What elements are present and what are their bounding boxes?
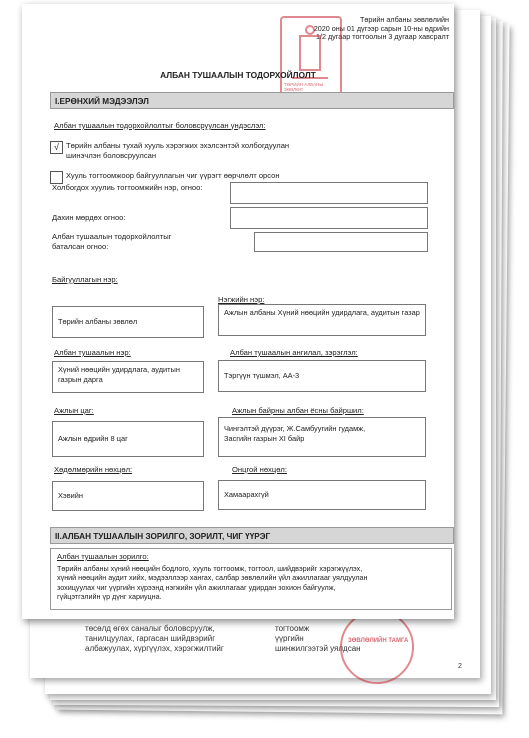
- back-page-col1: [85, 624, 224, 654]
- back-line: төсөлд өгөх саналыг боловсруулж,: [85, 624, 215, 633]
- back-line: үүргийн: [275, 634, 304, 643]
- front-page: [22, 4, 454, 619]
- header-line: 2020 оны 01 дүгээр сарын 10-ны өдрийн: [313, 23, 449, 33]
- back-line: албажуулах, хүргүүлэх, хэрэгжилтийг: [85, 644, 224, 653]
- position-value: Хүний нөөцийн удирдлага, аудитын газрын дарга: [58, 365, 180, 384]
- law-label: Холбогдох хуулиь тогтоомжийн нэр, огноо:: [52, 183, 203, 192]
- approved-label-line: баталсан огноо:: [52, 241, 109, 251]
- option1-line: Төрийн албаны тухай хууль хэрэгжих эхэлсэнтэй холбогдуулан: [66, 141, 290, 150]
- purpose-line: Төрийн албаны хүний нөөцийн бодлого, хууль тогтоомж, тогтоол, шийдвэрийг хэрэгжүүлэх,: [57, 564, 363, 573]
- section-header-general: I.ЕРӨНХИЙ МЭДЭЭЛЭЛ: [50, 92, 454, 109]
- conditions-label: Хөдөлмөрийн нөхцөл:: [54, 465, 133, 474]
- special-value: Хамаарахгүй: [224, 490, 269, 499]
- law-input[interactable]: [230, 182, 428, 204]
- purpose-line: гүйцэтгэлийн үр дүнг хариуцна.: [57, 591, 162, 601]
- special-label: Онцгой нөхцөл:: [232, 465, 287, 474]
- category-label: Албан тушаалын ангилал, зэрэглэл:: [230, 348, 358, 357]
- checkbox-option1[interactable]: √: [50, 141, 63, 154]
- purpose-line: зохицуулах чиг үүргийн хүрээнд нэгжийн үйл ажиллагааг удирдан зохион байгуулж,: [57, 582, 336, 592]
- hours-value: Ажлын өдрийн 8 цаг: [58, 434, 128, 443]
- org-label: Байгууллагын нэр:: [52, 275, 118, 284]
- category-value: Тэргүүн түшмэл, АА-3: [224, 371, 300, 380]
- document-title: АЛБАН ТУШААЛЫН ТОДОРХОЙЛОЛТ: [160, 70, 316, 80]
- basis-label: Албан тушаалын тодорхойлолтыг боловсруулсан үндэслэл:: [54, 121, 266, 130]
- location-line: Засгийн газрын XI байр: [224, 433, 305, 443]
- unit-label: Нэгжийн нэр:: [218, 295, 265, 304]
- option1-text: [66, 141, 289, 160]
- unit-value: Ажлын албаны Хүний нөөцийн удирдлага, аудитын газар: [224, 308, 420, 317]
- approved-label-line: Албан тушаалын тодорхойлолтыг: [52, 232, 172, 241]
- approved-date-input[interactable]: [254, 232, 428, 252]
- unit-value-box: [218, 304, 426, 336]
- round-seal-stamp: [340, 610, 414, 684]
- purpose-line: хүний нөөцийн аудит хийх, мэдээллээр хангах, салбар зөвлөлийн үйл ажиллагааг уялдуулан: [57, 573, 368, 583]
- purpose-text: [57, 564, 368, 601]
- stamp-text: ТӨРИЙН АЛБАНЫ ЗӨВЛӨЛ: [284, 82, 324, 92]
- hours-value-box: [52, 421, 204, 457]
- review-date-input[interactable]: [230, 207, 428, 229]
- back-line: тогтоомж: [275, 624, 310, 633]
- hours-label: Ажлын цаг:: [54, 406, 94, 415]
- purpose-label: Албан тушаалын зорилго:: [57, 552, 149, 561]
- conditions-value: Хэвийн: [58, 491, 83, 500]
- back-line: шинжилгээтэй уялдсан: [275, 644, 361, 653]
- location-value: [219, 418, 425, 446]
- official-stamp: [280, 16, 342, 98]
- conditions-value-box: [52, 481, 204, 511]
- review-date-label: Дахин мөрдөх огноо:: [52, 213, 126, 222]
- position-value-box: [52, 361, 204, 393]
- org-value-box: [52, 306, 204, 338]
- purpose-box: [50, 548, 452, 610]
- approved-date-label: [52, 232, 171, 251]
- location-label: Ажлын байрны албан ёсны байршил:: [232, 406, 364, 415]
- location-line: Чингэлтэй дүүрэг, Ж.Самбуугийн гудамж,: [224, 424, 366, 433]
- special-value-box: [218, 480, 426, 510]
- header-line: 1/2 дугаар тогтоолын 3 дугаар хавсралт: [316, 32, 449, 42]
- option2-text: Хууль тогтоомжоор байгууллагын чиг үүрэгт өөрчлөлт орсон: [66, 171, 280, 180]
- section-header-purpose: II.АЛБАН ТУШААЛЫН ЗОРИЛГО, ЗОРИЛТ, ЧИГ ҮҮРЭГ: [50, 527, 454, 544]
- seal-text: ЗӨВЛӨЛИЙН ТАМГА: [348, 638, 409, 644]
- location-value-box: [218, 417, 426, 457]
- header-line: Төрийн албаны зөвлөлийн: [360, 15, 449, 24]
- position-label: Албан тушаалын нэр:: [54, 348, 131, 357]
- back-line: танилцуулах, гаргасан шийдвэрийг: [85, 634, 216, 643]
- page-number: 2: [458, 663, 462, 670]
- org-value: Төрийн албаны зөвлөл: [58, 317, 138, 326]
- option1-line: шинэчлэн боловсруулсан: [66, 150, 157, 160]
- category-value-box: [218, 360, 426, 392]
